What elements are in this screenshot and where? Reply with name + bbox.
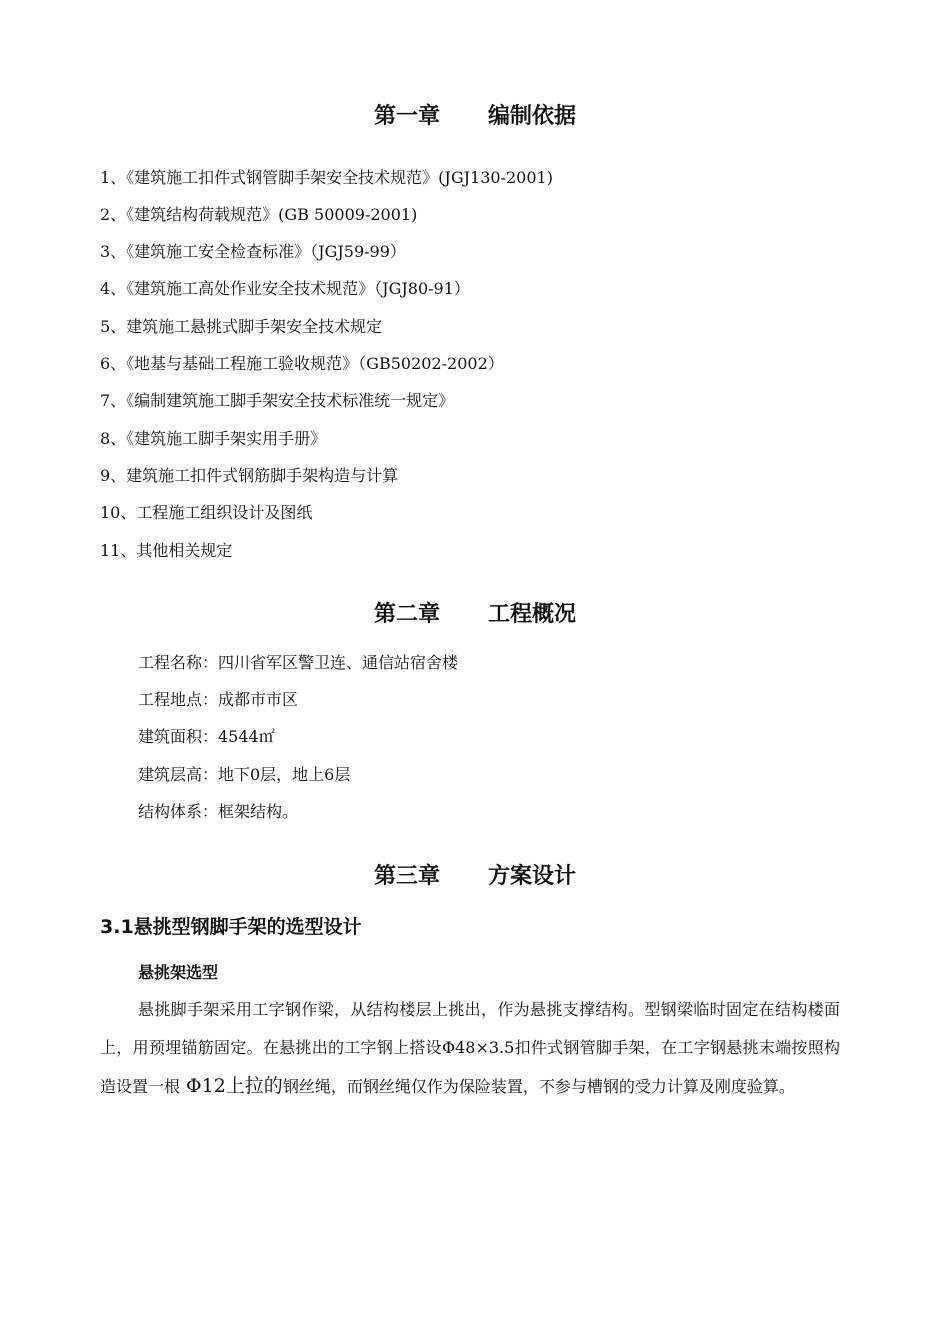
- chapter-2-label: 第二章: [373, 602, 440, 627]
- paragraph-part-2: 钢丝绳，而钢丝绳仅作为保险装置，不参与槽钢的受力计算及刚度验算。: [282, 1077, 795, 1096]
- reference-item-1: 1、《建筑施工扣件式钢管脚手架安全技术规范》(JGJ130-2001): [100, 168, 553, 187]
- building-area: 建筑面积：4544㎡: [138, 727, 275, 746]
- reference-item-9: 9、建筑施工扣件式钢筋脚手架构造与计算: [100, 466, 399, 485]
- chapter-2-heading: [0, 600, 950, 630]
- chapter-2-title: 工程概况: [488, 602, 577, 627]
- chapter-1-heading: [0, 102, 950, 132]
- cantilever-selection-title: 悬挑架选型: [138, 963, 219, 982]
- chapter-1-title: 编制依据: [488, 104, 577, 129]
- project-name: 工程名称：四川省军区警卫连、通信站宿舍楼: [138, 653, 459, 672]
- paragraph-part-1: 悬挑脚手架采用工字钢作梁，从结构楼层上挑出，作为悬挑支撑结构。型钢梁临时固定在结构楼面上，用预埋锚筋固定。在悬挑出的工字钢上搭设Φ48×3.5扣件式钢管脚手架，在工字钢悬挑末端按照构造设置一根: [100, 1000, 840, 1096]
- section-3-1-title: 3.1悬挑型钢脚手架的选型设计: [100, 916, 362, 938]
- reference-item-6: 6、《地基与基础工程施工验收规范》（GB50202-2002）: [100, 354, 504, 373]
- chapter-3-title: 方案设计: [488, 864, 577, 889]
- reference-item-5: 5、建筑施工悬挑式脚手架安全技术规定: [100, 317, 383, 336]
- chapter-1-label: 第一章: [373, 104, 440, 129]
- structure-system: 结构体系：框架结构。: [138, 802, 299, 821]
- paragraph-emphasis: Φ12上拉的: [180, 1075, 283, 1097]
- reference-item-10: 10、工程施工组织设计及图纸: [100, 503, 313, 522]
- project-location: 工程地点：成都市市区: [138, 690, 299, 709]
- reference-item-8: 8、《建筑施工脚手架实用手册》: [100, 429, 327, 448]
- reference-item-4: 4、《建筑施工高处作业安全技术规范》（JGJ80-91）: [100, 279, 470, 298]
- reference-item-11: 11、其他相关规定: [100, 541, 233, 560]
- building-floors: 建筑层高：地下0层，地上6层: [138, 765, 351, 784]
- chapter-3-heading: [0, 862, 950, 892]
- cantilever-description-paragraph: [100, 991, 840, 1106]
- reference-item-3: 3、《建筑施工安全检查标准》（JGJ59-99）: [100, 242, 406, 261]
- reference-item-2: 2、《建筑结构荷载规范》(GB 50009-2001): [100, 205, 418, 224]
- chapter-3-label: 第三章: [373, 864, 440, 889]
- reference-item-7: 7、《编制建筑施工脚手架安全技术标准统一规定》: [100, 391, 455, 410]
